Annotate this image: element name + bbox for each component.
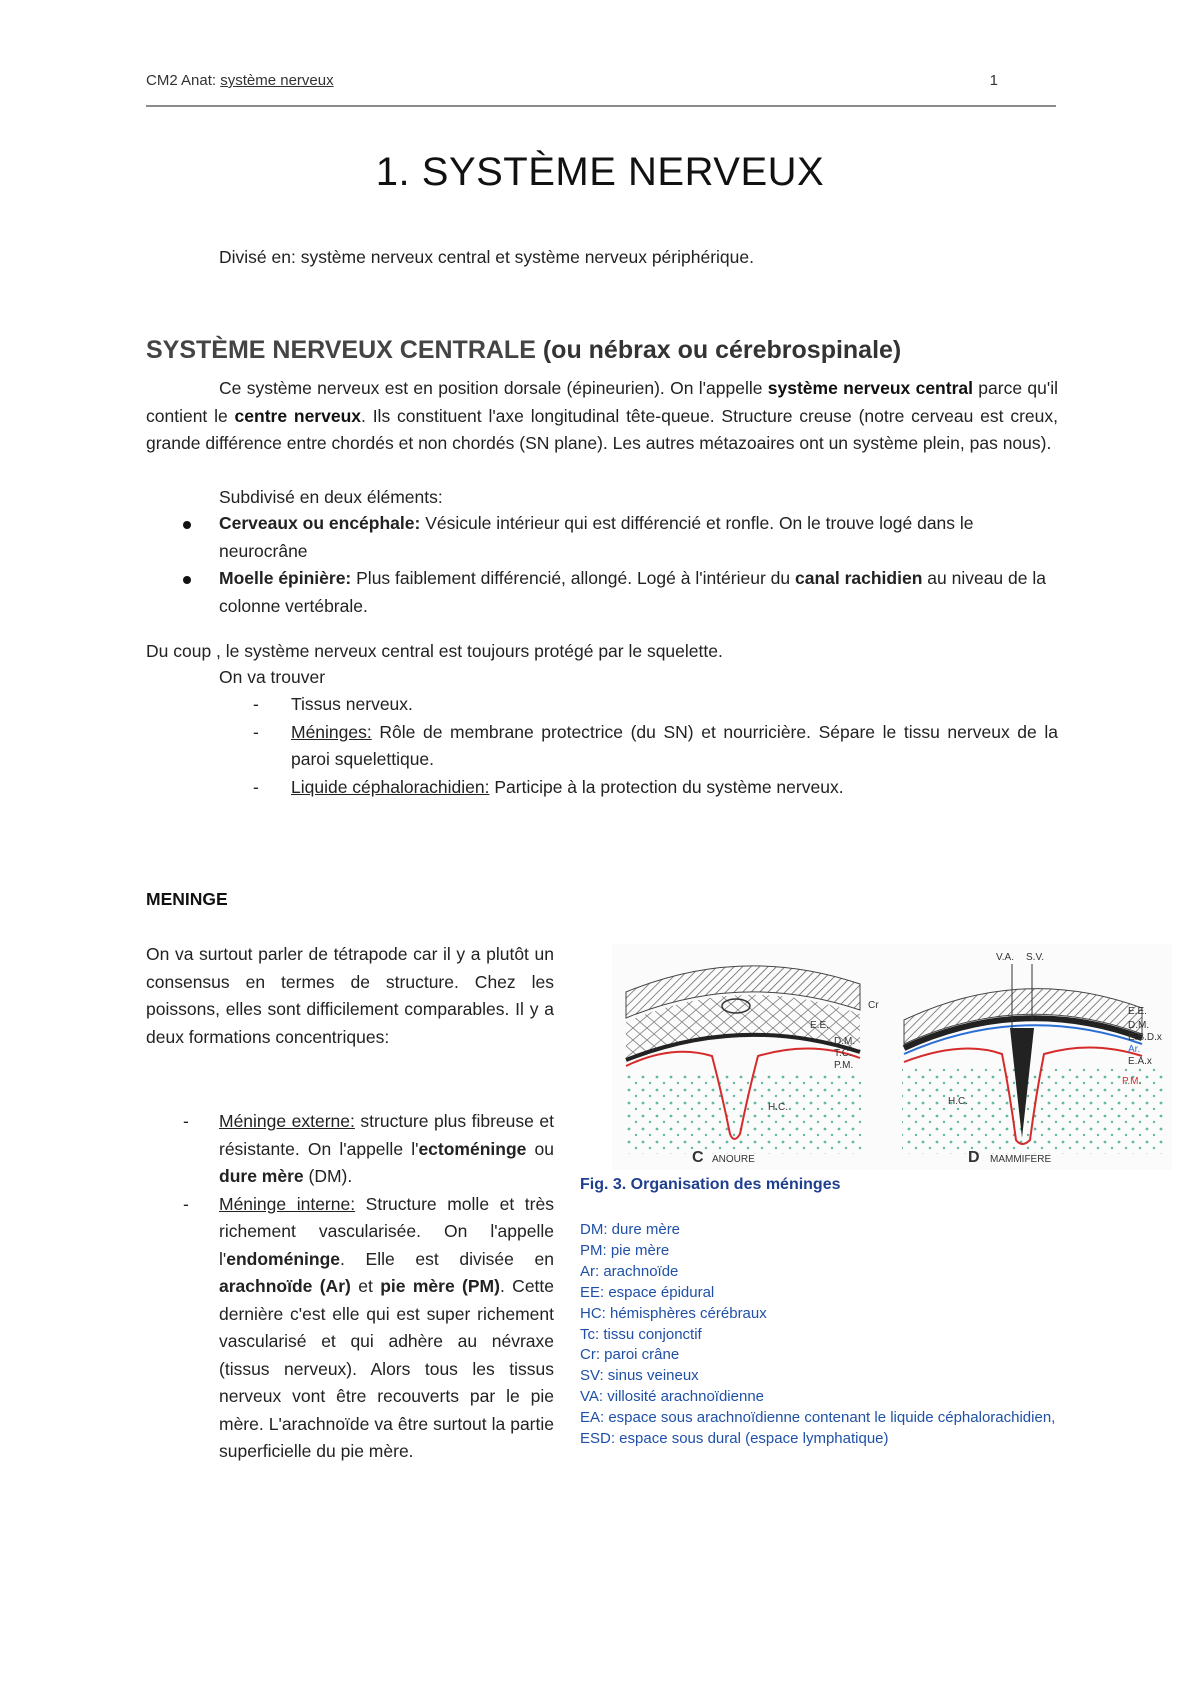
section-title-main: SYSTÈME NERVEUX CENTRALE	[146, 336, 536, 364]
d-label-sv: S.V.	[1026, 952, 1044, 963]
meninge-list	[146, 1108, 554, 1466]
c-label-dm: D.M.	[834, 1036, 856, 1047]
dash-3-text: Participe à la protection du système nerveux.	[489, 776, 844, 797]
p1-text-1: Ce système nerveux est en position dorsale (épineurien). On l'appelle	[219, 378, 768, 398]
externe-bold-1: ectoméninge	[418, 1138, 527, 1159]
interne-bold-3: pie mère (PM)	[380, 1276, 500, 1296]
legend-item: Cr: paroi crâne	[580, 1346, 680, 1364]
d-label-hc: H.C.	[948, 1096, 968, 1107]
bullet-list	[146, 510, 1058, 620]
dash-item	[146, 774, 1058, 802]
c-label-ee: E.E.	[810, 1020, 829, 1031]
dash-marker: -	[183, 1111, 189, 1131]
header-topic: système nerveux	[220, 72, 334, 89]
interne-bold-2: arachnoïde (Ar)	[219, 1276, 351, 1296]
externe-label: Méninge externe:	[219, 1111, 355, 1131]
on-va-trouver-line: On va trouver	[219, 667, 326, 687]
d-label-ar: Ar.	[1128, 1044, 1141, 1055]
meninge-externe-item	[146, 1108, 554, 1191]
p1-bold-1: système nerveux central	[767, 378, 973, 398]
p1-text-2: parce qu'il contient le	[146, 378, 1058, 426]
header-divider	[146, 105, 1056, 107]
dash-marker: -	[253, 776, 259, 797]
bullet-item	[146, 510, 1058, 565]
bullet-1-text: Vésicule intérieur qui est différencié et ronfle. On le trouve logé dans le neurocrâne	[219, 513, 974, 561]
section-title	[146, 336, 901, 365]
p1-text-3: . Ils constituent l'axe longitudinal tête-queue. Structure creuse (notre cerveau est creux, grande différence entre chordés et non chordés (SN plane). Les autres métazoaires ont un système plein, pas nous).	[146, 405, 1058, 453]
d-panel-letter: D	[968, 1149, 980, 1166]
bullet-1-bold: Cerveaux ou encéphale:	[219, 513, 421, 533]
d-label-esd: E.S.D.x	[1128, 1032, 1162, 1043]
legend-item: EE: espace épidural	[580, 1283, 715, 1301]
section-title-paren: (ou nébrax ou cérebrospinale)	[542, 336, 902, 364]
c-label-hc: H.C.	[768, 1102, 788, 1113]
dash-1-text: Tissus nerveux.	[291, 694, 413, 714]
externe-text-3: (DM).	[303, 1166, 353, 1186]
dash-marker: -	[253, 721, 259, 742]
d-label-ea: E.A.x	[1128, 1056, 1152, 1067]
meninges-figure	[612, 944, 1172, 1170]
legend-item: Ar: arachnoïde	[580, 1262, 679, 1280]
snc-paragraph	[146, 375, 1058, 458]
d-label-dm: D.M.	[1128, 1020, 1150, 1031]
subdivise-line: Subdivisé en deux éléments:	[219, 487, 443, 507]
bullet-2-text: Plus faiblement différencié, allongé. Logé à l'intérieur du	[351, 568, 795, 588]
c-label-tc: T.C.	[834, 1048, 852, 1059]
d-label-ee: E.E.	[1128, 1006, 1147, 1017]
figure-legend	[580, 1220, 1055, 1450]
c-label-pm: P.M.	[834, 1060, 854, 1071]
legend-item: ESD: espace sous dural (espace lymphatique)	[580, 1430, 889, 1448]
legend-item: DM: dure mère	[580, 1221, 681, 1238]
interne-text-2: . Elle est divisée en	[340, 1248, 554, 1269]
dash-3-label: Liquide céphalorachidien:	[291, 776, 490, 797]
page-number: 1	[989, 72, 998, 89]
dash-item	[146, 691, 1058, 719]
meninge-intro: On va surtout parler de tétrapode car il y a plutôt un consensus en termes de structure. Chez les poissons, elles sont difficilement comparables. Il y a deux formations concentriques:	[146, 944, 554, 1047]
header-course	[146, 72, 334, 89]
header-course-label: CM2 Anat:	[146, 72, 217, 89]
dash-2-label: Méninges:	[291, 721, 372, 742]
bullet-2-bold-2: canal rachidien	[794, 568, 923, 588]
dash-2-text: Rôle de membrane protectrice (du SN) et nourricière. Sépare le tissu nerveux de la paroi squelettique.	[291, 721, 1058, 769]
dash-item	[146, 719, 1058, 774]
bullet-dot	[183, 576, 191, 584]
interne-label: Méninge interne:	[219, 1193, 356, 1214]
externe-text-2: ou	[526, 1138, 555, 1159]
bullet-2-text-2: au niveau de la colonne vertébrale.	[219, 568, 1046, 616]
legend-item: EA: espace sous arachnoïdienne contenant le liquide céphalorachidien,	[580, 1409, 1056, 1427]
externe-text-1: structure plus fibreuse et résistante. On l'appelle l'	[219, 1111, 554, 1159]
dash-marker: -	[183, 1193, 189, 1214]
interne-text-1: Structure molle et très richement vascularisée. On l'appelle l'	[219, 1193, 554, 1269]
bullet-item	[146, 565, 1058, 620]
du-coup-line: Du coup , le système nerveux central est toujours protégé par le squelette.	[146, 641, 723, 661]
d-label-va: V.A.	[996, 952, 1014, 963]
bullet-dot	[183, 521, 191, 529]
d-panel-name: MAMMIFERE	[990, 1154, 1052, 1165]
c-panel-name: ANOURE	[712, 1154, 755, 1165]
meninge-interne-item	[146, 1191, 554, 1466]
externe-bold-2: dure mère	[219, 1166, 304, 1186]
meninge-heading: MENINGE	[146, 889, 228, 909]
legend-item: SV: sinus veineux	[580, 1367, 699, 1385]
p1-bold-2: centre nerveux	[234, 405, 362, 426]
page-title: 1. SYSTÈME NERVEUX	[375, 150, 825, 194]
bullet-2-bold: Moelle épinière:	[219, 568, 352, 588]
dash-list	[146, 691, 1058, 801]
c-panel-letter: C	[692, 1149, 704, 1166]
c-label-cr: Cr	[868, 1000, 879, 1011]
interne-text-4: . Cette dernière c'est elle qui est super richement vascularisé et qui adhère au névraxe (tissus nerveux). Alors tous les tissus nerveux vont être recouverts par le pie mère. L'arachnoïde va être surtout la partie superficielle du pie mère.	[219, 1276, 555, 1461]
dash-marker: -	[253, 694, 259, 714]
interne-bold-1: endoméninge	[226, 1248, 340, 1269]
legend-item: Tc: tissu conjonctif	[580, 1325, 702, 1343]
intro-line: Divisé en: système nerveux central et système nerveux périphérique.	[219, 247, 754, 267]
legend-item: VA: villosité arachnoïdienne	[580, 1388, 764, 1406]
legend-item: HC: hémisphères cérébraux	[580, 1304, 767, 1322]
d-label-pm: P.M.	[1122, 1076, 1142, 1087]
figure-caption: Fig. 3. Organisation des méninges	[580, 1176, 841, 1193]
interne-text-3: et	[350, 1276, 381, 1296]
legend-item: PM: pie mère	[580, 1241, 670, 1259]
